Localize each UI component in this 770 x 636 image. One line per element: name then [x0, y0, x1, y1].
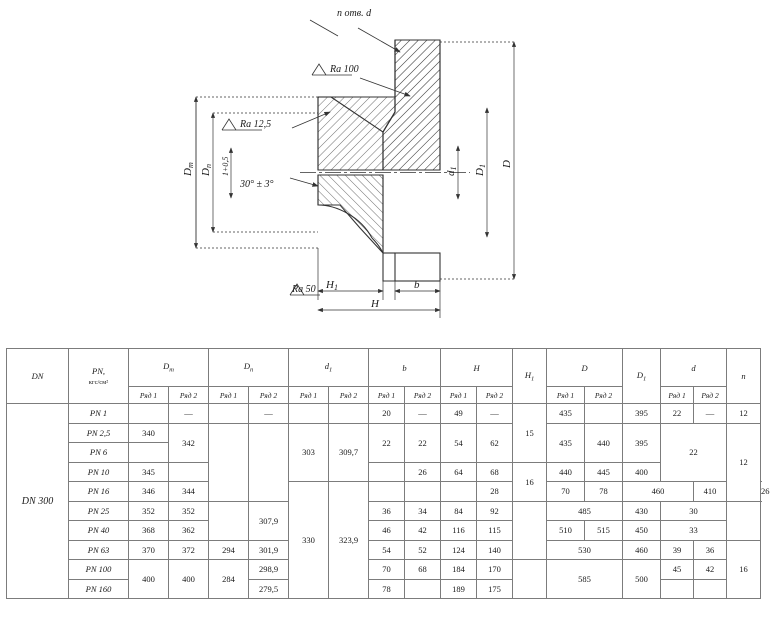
cell-h2: 92 [477, 501, 513, 521]
cell-D1cap: 400 [623, 462, 661, 482]
subhdr-dm-r2: Ряд 2 [169, 387, 209, 404]
col-header-dcap: D [547, 349, 623, 387]
cell-d-1 [661, 579, 694, 599]
cell-pn: PN 160 [69, 579, 129, 599]
cell-H1 [513, 501, 547, 560]
cell-b1: 46 [369, 521, 405, 541]
cell-h2: — [477, 404, 513, 424]
cell-dm2: — [169, 404, 209, 424]
cell-d1-1: 284 [209, 560, 249, 599]
cell-pn: PN 63 [69, 540, 129, 560]
cell-H1: 15 [513, 404, 547, 463]
ra50-text: Ra 50 [292, 284, 316, 295]
cell-D1cap: 430 [623, 501, 661, 521]
specification-table [6, 348, 770, 599]
cell-dm2: 372 [169, 540, 209, 560]
cell-d-2 [694, 579, 727, 599]
dim-Dn-text: Dn [200, 164, 213, 176]
cell-d1-1 [369, 482, 405, 502]
subhdr-b-r1: Ряд 1 [369, 387, 405, 404]
cell-n: 12 [727, 423, 761, 501]
cell-dm1: 352 [129, 501, 169, 521]
cell-H1: 16 [513, 462, 547, 501]
cell-dm2: 344 [169, 482, 209, 502]
cell-dm1: 346 [129, 482, 169, 502]
dim-Dm-text: Dm [182, 162, 195, 176]
cell-h2: 62 [477, 423, 513, 462]
cell-d1-2: 309,7 [329, 423, 369, 482]
cell-h2: 115 [477, 521, 513, 541]
cell-dm2: 400 [169, 560, 209, 599]
cell-b1: 22 [369, 423, 405, 462]
cell-h1: 189 [441, 579, 477, 599]
cell-d-merged: 33 [661, 521, 727, 541]
cell-dm2: 342 [169, 423, 209, 462]
cell-pn: PN 25 [69, 501, 129, 521]
cell-dm2: 352 [169, 501, 209, 521]
cell-h2: 170 [477, 560, 513, 580]
cell-dm1 [129, 404, 169, 424]
cell-h1: 64 [441, 462, 477, 482]
cell-b2: 42 [405, 521, 441, 541]
subhdr-b-r2: Ряд 2 [405, 387, 441, 404]
cell-D2col: 515 [585, 521, 623, 541]
cell-pn: PN 40 [69, 521, 129, 541]
cell-d-1: 22 [661, 404, 694, 424]
cell-Dcol: 440 [547, 462, 585, 482]
cell-b1: 54 [369, 540, 405, 560]
dim-d1-text: d1 [445, 166, 458, 176]
cell-b2: 26 [405, 462, 441, 482]
cell-b2: 34 [405, 501, 441, 521]
cell-d1-1 [209, 501, 249, 540]
subhdr-dsmall-r1: Ряд 1 [661, 387, 694, 404]
cell-d1-2 [329, 404, 369, 424]
cell-n: 16 [727, 540, 761, 599]
cell-D2col [585, 404, 623, 424]
cell-d1-2 [405, 482, 441, 502]
cell-h1: 49 [441, 404, 477, 424]
cell-D1cap: 450 [623, 521, 661, 541]
subhdr-dn-r1: Ряд 1 [209, 387, 249, 404]
cell-dm1 [129, 443, 169, 463]
cell-d-2: 36 [694, 540, 727, 560]
dim-H-text: H [371, 298, 379, 310]
cell-h2: 175 [477, 579, 513, 599]
dim-D1-text: D1 [474, 164, 487, 176]
subhdr-dsmall-r2: Ряд 2 [694, 387, 727, 404]
cell-d-merged: 30 [661, 501, 727, 521]
cell-d1-2: 301,9 [249, 540, 289, 560]
cell-b2: — [405, 404, 441, 424]
cell-dm2 [169, 462, 209, 482]
col-header-d1: $d_1$ [289, 349, 369, 387]
cell-dm1: 340 [129, 423, 169, 443]
cell-D1cap: 500 [623, 560, 661, 599]
table-row [7, 501, 761, 521]
specification-table-area [6, 348, 770, 632]
dim-D-text: D [501, 160, 513, 168]
cell-b1 [369, 462, 405, 482]
col-header-dn2: $D_n$ [209, 349, 289, 387]
col-header-pn: PN, кгс/см² [69, 349, 129, 404]
cell-pn: PN 6 [69, 443, 129, 463]
cell-D1col: 435 [547, 404, 585, 424]
table-row [7, 462, 761, 482]
cell-h1: 124 [441, 540, 477, 560]
cell-Dcol: 435 [547, 423, 585, 462]
table-row [7, 423, 761, 443]
cell-dn1 [209, 423, 249, 501]
cell-D1cap: 460 [623, 540, 661, 560]
cell-d1-1 [289, 404, 329, 424]
col-header-dsmall: d [661, 349, 727, 387]
cell-d-1: 45 [661, 560, 694, 580]
cell-D2col: 440 [585, 423, 623, 462]
dim-b-text: b [414, 279, 420, 291]
tolerance-text: 1+0,5 [221, 156, 230, 176]
cell-d-2: — [694, 404, 727, 424]
cell-h2: 140 [477, 540, 513, 560]
cell-dm1: 345 [129, 462, 169, 482]
cell-pn: PN 2,5 [69, 423, 129, 443]
col-header-b: b [369, 349, 441, 387]
cell-n [727, 501, 761, 540]
subhdr-h-r1: Ряд 1 [441, 387, 477, 404]
subhdr-d1-r2: Ряд 2 [329, 387, 369, 404]
cell-d-2: 42 [694, 560, 727, 580]
cell-d1-2: 279,5 [249, 579, 289, 599]
col-header-h: H [441, 349, 513, 387]
subhdr-dcap-r1: Ряд 1 [547, 387, 585, 404]
cell-b1: 70 [369, 560, 405, 580]
cell-pn: PN 16 [69, 482, 129, 502]
cell-d-1: 39 [661, 540, 694, 560]
table-row [7, 560, 761, 580]
cell-dm1: 400 [129, 560, 169, 599]
table-body [7, 404, 770, 599]
cell-h2: 68 [477, 462, 513, 482]
cell-dn: DN 300 [7, 404, 69, 599]
cell-b2: 28 [477, 482, 513, 502]
cell-d1-1: 294 [209, 540, 249, 560]
cell-b2 [405, 579, 441, 599]
col-header-dn: DN [7, 349, 69, 404]
cell-H1 [513, 560, 547, 599]
holes-note-text: n отв. d [337, 8, 372, 19]
cell-D2col: 445 [585, 462, 623, 482]
col-header-n: n [727, 349, 761, 404]
cell-dm1: 370 [129, 540, 169, 560]
subhdr-dcap-r2: Ряд 2 [585, 387, 623, 404]
col-header-dm: $D_m$ [129, 349, 209, 387]
cell-n: 12 [727, 404, 761, 424]
dim-H1-text: H1 [326, 279, 338, 292]
table-row [7, 521, 761, 541]
ra125-text: Ra 12,5 [240, 119, 272, 130]
table-row [7, 540, 761, 560]
cell-Dmerged: 530 [547, 540, 623, 560]
subhdr-d1-r1: Ряд 1 [289, 387, 329, 404]
cell-D1cap: 410 [694, 482, 727, 502]
table-row [7, 404, 761, 424]
subhdr-h-r2: Ряд 2 [477, 387, 513, 404]
cell-h1: 116 [441, 521, 477, 541]
cell-dn1: 330 [289, 482, 329, 599]
angle-text: 30° ± 3° [240, 179, 274, 190]
cell-d1-2: 298,9 [249, 560, 289, 580]
subhdr-dm-r1: Ряд 1 [129, 387, 169, 404]
technical-drawing [0, 0, 700, 345]
cell-dn2: — [249, 404, 289, 424]
cell-d1-2: 307,9 [249, 501, 289, 540]
cell-h1: 54 [441, 423, 477, 462]
table-row: PN 16 346 344 330 323,9 28 70 78 460 410 26 [7, 482, 761, 502]
cell-dm2: 362 [169, 521, 209, 541]
cell-d-merged: 22 [661, 423, 727, 482]
cell-Dmerged: 485 [547, 501, 623, 521]
cell-pn: PN 1 [69, 404, 129, 424]
cell-D1cap: 395 [623, 423, 661, 462]
cell-D1cap: 395 [623, 404, 661, 424]
cell-dn2 [249, 423, 289, 501]
cell-Dmerged: 460 [623, 482, 694, 502]
subhdr-dn-r2: Ряд 2 [249, 387, 289, 404]
col-header-d1cap: $D_1$ [623, 349, 661, 404]
cell-h1: 84 [441, 501, 477, 521]
cell-dn1 [209, 404, 249, 424]
cell-b1: 20 [369, 404, 405, 424]
col-header-h1: $H_1$ [513, 349, 547, 404]
cell-b2: 52 [405, 540, 441, 560]
cell-h1: 70 [547, 482, 585, 502]
cell-dn2: 323,9 [329, 482, 369, 599]
cell-Dmerged: 585 [547, 560, 623, 599]
cell-pn: PN 10 [69, 462, 129, 482]
cell-h2: 78 [585, 482, 623, 502]
cell-d1-1: 303 [289, 423, 329, 482]
cell-Dcol: 510 [547, 521, 585, 541]
cell-h1: 184 [441, 560, 477, 580]
cell-pn: PN 100 [69, 560, 129, 580]
cell-b1: 78 [369, 579, 405, 599]
ra100-text: Ra 100 [330, 64, 359, 75]
cell-b1: 36 [369, 501, 405, 521]
cell-b2: 22 [405, 423, 441, 462]
cell-b1 [441, 482, 477, 502]
cell-dm1: 368 [129, 521, 169, 541]
cell-b2: 68 [405, 560, 441, 580]
